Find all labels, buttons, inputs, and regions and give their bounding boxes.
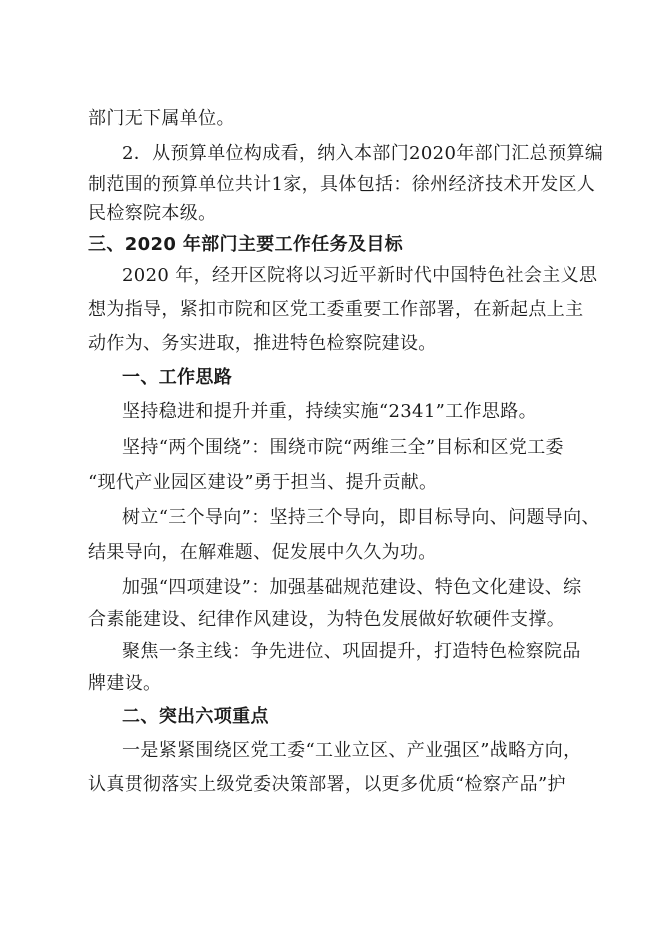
text-line: 坚持稳进和提升并重，持续实施“2341”工作思路。: [122, 401, 537, 422]
text-line: “现代产业园区建设”勇于担当、提升贡献。: [88, 472, 438, 493]
text-line: 2020 年，经开区院将以习近平新时代中国特色社会主义思: [122, 265, 598, 286]
text-line: 一是紧紧围绕区党工委“工业立区、产业强区”战略方向，: [122, 740, 582, 761]
text-line: 树立“三个导向”：坚持三个导向，即目标导向、问题导向、: [122, 507, 600, 528]
text-line: 坚持“两个围绕”：围绕市院“两维三全”目标和区党工委: [122, 437, 564, 458]
text-line: 2．从预算单位构成看，纳入本部门2020年部门汇总预算编: [122, 143, 604, 164]
text-line: 想为指导，紧扣市院和区党工委重要工作部署，在新起点上主: [88, 299, 584, 320]
text-line: 制范围的预算单位共计1家，具体包括：徐州经济技术开发区人: [88, 174, 596, 195]
text-line: 认真贯彻落实上级党委决策部署，以更多优质“检察产品”护: [88, 774, 566, 795]
section-heading: 三、2020 年部门主要工作任务及目标: [88, 234, 404, 255]
text-line: 动作为、务实进取，推进特色检察院建设。: [88, 333, 437, 354]
subsection-heading: 二、突出六项重点: [122, 706, 269, 727]
text-line: 结果导向，在解难题、促发展中久久为功。: [88, 542, 437, 563]
text-line: 加强“四项建设”：加强基础规范建设、特色文化建设、综: [122, 577, 582, 598]
text-line: 民检察院本级。: [88, 203, 217, 224]
text-line: 合素能建设、纪律作风建设，为特色发展做好软硬件支撑。: [88, 609, 566, 630]
text-line: 部门无下属单位。: [88, 108, 235, 129]
text-line: 聚焦一条主线：争先进位、巩固提升，打造特色检察院品: [122, 641, 581, 662]
subsection-heading: 一、工作思路: [122, 367, 233, 388]
text-line: 牌建设。: [88, 673, 162, 694]
